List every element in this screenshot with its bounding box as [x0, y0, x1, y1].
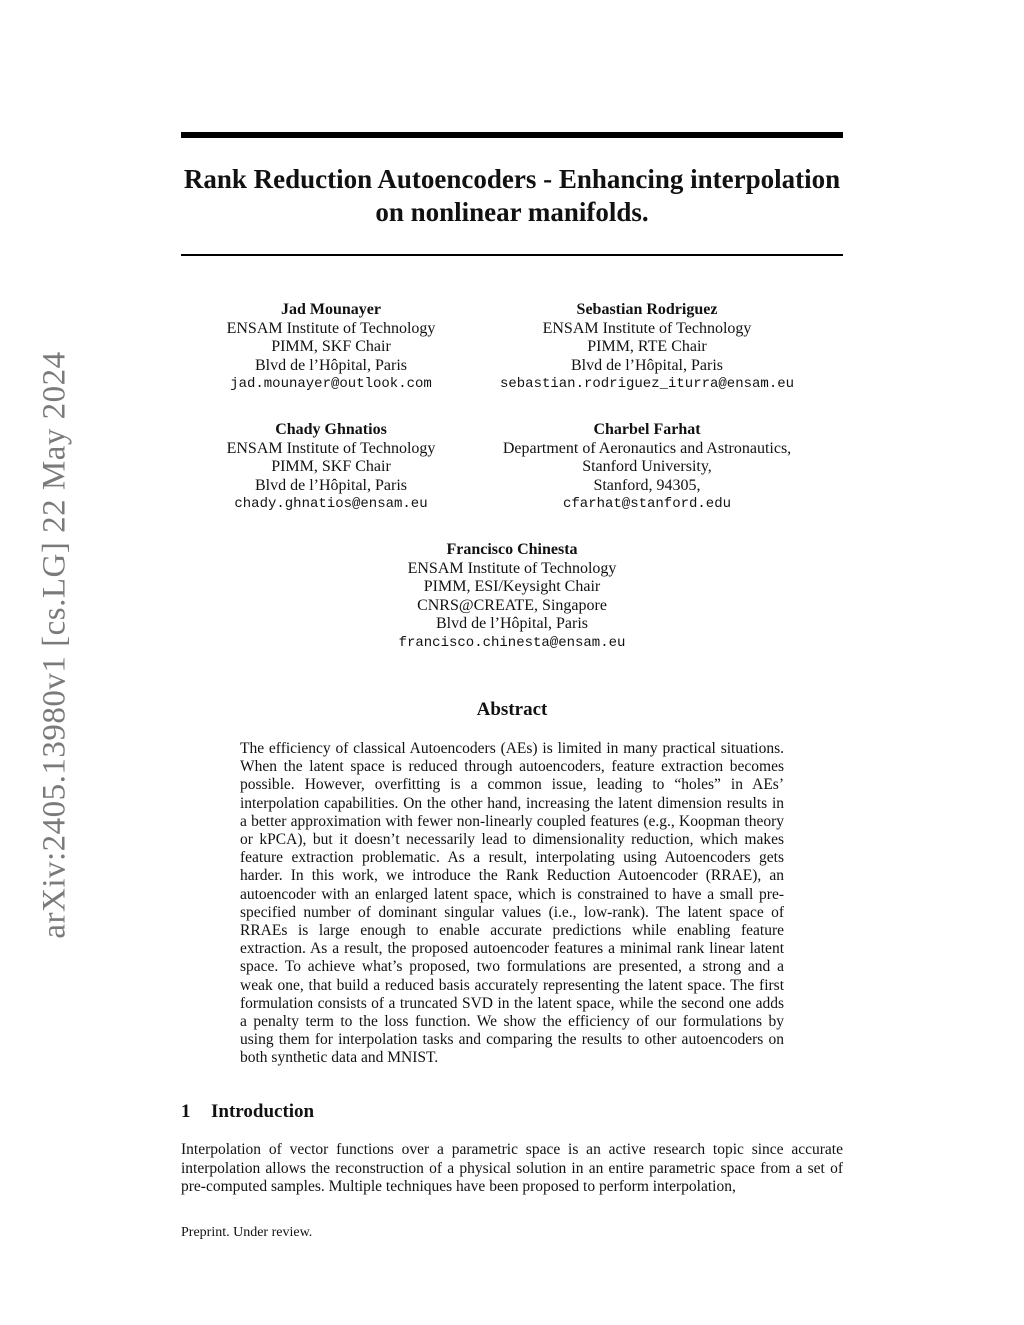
title-bottom-rule [181, 254, 843, 256]
author-affiliation: Blvd de l’Hôpital, Paris [571, 356, 723, 374]
abstract-heading: Abstract [476, 699, 548, 720]
arxiv-identifier: arXiv:2405.13980v1 [cs.LG] 22 May 2024 [36, 351, 73, 939]
author-affiliation: ENSAM Institute of Technology [542, 319, 752, 337]
abstract-text: The efficiency of classical Autoencoders (AEs) is limited in many practical situations. When the latent space is reduced through autoencoders, feature extraction becomes possible. However, overfitting is a common issue, leading to “holes” in AEs’ interpolation capabilities. On the other hand, increasing the latent dimension results in a better approximation with fewer non-linearly coupled features (e.g., Koopman theory or kPCA), but it doesn’t necessarily lead to dimensionality reduction, which makes feature extraction problematic. As a result, interpolating using Autoencoders gets harder. In this work, we introduce the Rank Reduction Autoencoder (RRAE), an autoencoder with an enlarged latent space, which is constrained to have a small pre-specified number of dominant singular values (i.e., low-rank). The latent space of RRAEs is large enough to enable accurate predictions while enabling feature extraction. As a result, the proposed autoencoder features a minimal rank linear latent space. To achieve what’s proposed, two formulations are presented, a strong and a weak one, that build a reduced basis accurately representing the latent space. The first formulation consists of a truncated SVD in the latent space, while the second one adds a penalty term to the loss function. We show the efficiency of our formulations by using them for interpolation tasks and comparing the results to other autoencoders on both synthetic data and MNIST. [240, 740, 784, 1067]
author-affiliation: Blvd de l’Hôpital, Paris [255, 476, 407, 494]
author-affiliation: Blvd de l’Hôpital, Paris [255, 356, 407, 374]
author-affiliation: PIMM, ESI/Keysight Chair [423, 578, 601, 595]
author-affiliation: PIMM, SKF Chair [271, 458, 391, 475]
author-email[interactable]: francisco.chinesta@ensam.eu [398, 634, 626, 651]
author-name: Francisco Chinesta [446, 541, 578, 558]
author-affiliation: Stanford, 94305, [593, 476, 701, 494]
introduction-text: Interpolation of vector functions over a parametric space is an active research topic since accurate interpolation allows the reconstruction of a physical solution in an entire parametric space from a set of pre-computed samples. Multiple techniques have been proposed to perform interpolation, [181, 1141, 843, 1195]
author-affiliation: PIMM, RTE Chair [587, 338, 707, 355]
author-block [181, 301, 481, 394]
author-email[interactable]: jad.mounayer@outlook.com [230, 376, 432, 392]
author-affiliation: Stanford University, [582, 458, 712, 475]
footer-note: Preprint. Under review. [181, 1225, 313, 1240]
section-title: Introduction [211, 1101, 315, 1122]
author-block [482, 421, 812, 514]
author-name: Jad Mounayer [281, 301, 381, 318]
author-email[interactable]: sebastian.rodriguez_iturra@ensam.eu [499, 376, 795, 392]
author-name: Charbel Farhat [593, 421, 701, 438]
title-top-rule [181, 132, 843, 138]
author-block [181, 421, 481, 514]
author-affiliation: Blvd de l’Hôpital, Paris [436, 615, 588, 632]
author-affiliation: Department of Aeronautics and Astronautics, [502, 439, 792, 457]
author-affiliation: ENSAM Institute of Technology [226, 319, 436, 337]
author-name: Chady Ghnatios [275, 421, 387, 438]
author-name: Sebastian Rodriguez [576, 301, 718, 318]
author-affiliation: ENSAM Institute of Technology [226, 439, 436, 457]
paper-title: Rank Reduction Autoencoders - Enhancing interpolation on nonlinear manifolds. [183, 164, 841, 227]
author-email[interactable]: chady.ghnatios@ensam.eu [234, 496, 428, 512]
author-block [482, 301, 812, 394]
author-affiliation: CNRS@CREATE, Singapore [417, 596, 607, 614]
author-email[interactable]: cfarhat@stanford.edu [562, 496, 732, 512]
author-affiliation: ENSAM Institute of Technology [407, 559, 617, 577]
section-number: 1 [181, 1101, 191, 1122]
author-affiliation: PIMM, SKF Chair [271, 338, 391, 355]
section-heading [181, 1101, 314, 1123]
author-block [312, 541, 712, 652]
